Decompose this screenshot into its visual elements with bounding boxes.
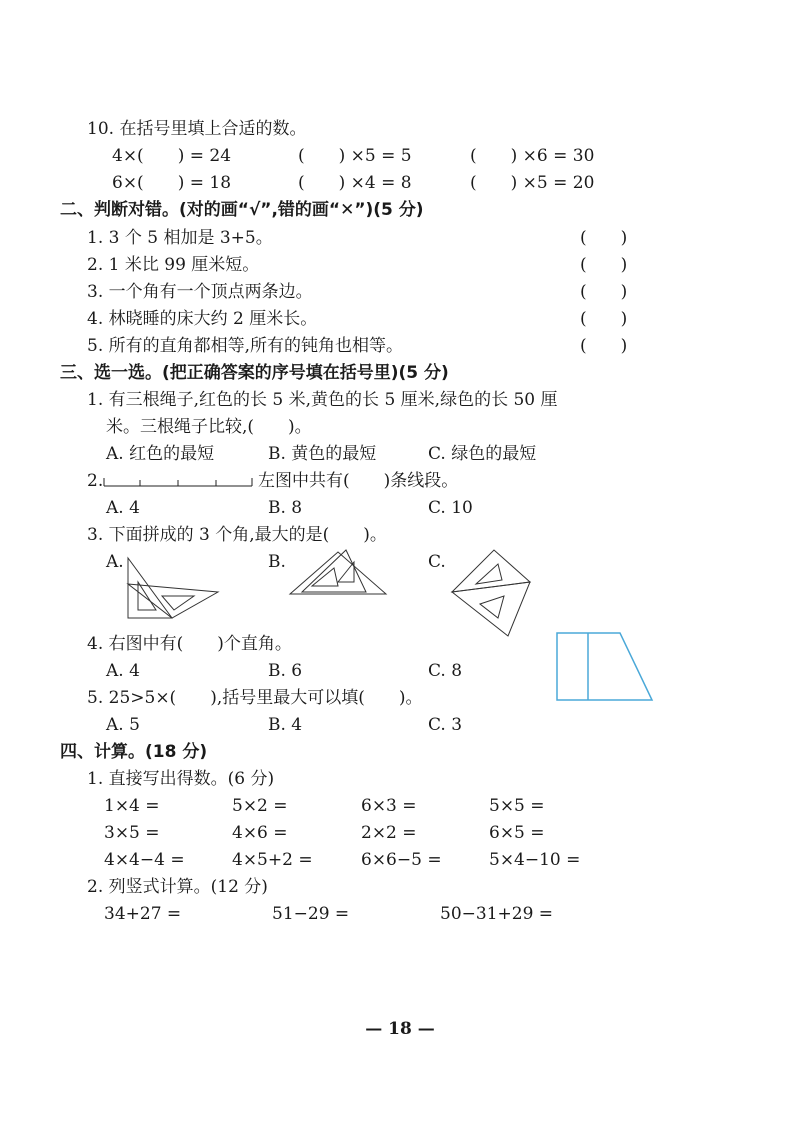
- choice-q5-text: 5. 25>5×( ),括号里最大可以填( )。: [87, 688, 423, 708]
- q10-r2-c1: 6×( ) = 18: [112, 173, 232, 193]
- calc-r3-c2: 4×5+2 =: [232, 850, 313, 870]
- q10-r2-c2: ( ) ×4 = 8: [298, 173, 412, 193]
- judge-item-2: 2. 1 米比 99 厘米短。: [87, 255, 260, 275]
- judge-item-5: 5. 所有的直角都相等,所有的钝角也相等。: [87, 336, 404, 356]
- calc-r3-c4: 5×4−10 =: [489, 850, 581, 870]
- judge-blank-3[interactable]: ( ): [580, 282, 628, 302]
- q10-r2-c3: ( ) ×5 = 20: [470, 173, 595, 193]
- choice-q1-line2: 米。三根绳子比较,( )。: [106, 417, 312, 437]
- judge-blank-5[interactable]: ( ): [580, 336, 628, 356]
- q10-r1-c3: ( ) ×6 = 30: [470, 146, 595, 166]
- vertical-calc-2: 51−29 =: [272, 904, 350, 924]
- calc-r3-c1: 4×4−4 =: [104, 850, 185, 870]
- calc-r2-c1: 3×5 =: [104, 823, 160, 843]
- calc-r1-c1: 1×4 =: [104, 796, 160, 816]
- choice-q1-opt-a: A. 红色的最短: [106, 444, 215, 464]
- calc-r3-c3: 6×6−5 =: [361, 850, 442, 870]
- calc-r1-c2: 5×2 =: [232, 796, 288, 816]
- choice-q2-opt-c: C. 10: [428, 498, 473, 518]
- choice-q4-text: 4. 右图中有( )个直角。: [87, 634, 292, 654]
- calc-r2-c2: 4×6 =: [232, 823, 288, 843]
- choice-q3-opt-b: B.: [268, 552, 286, 572]
- choice-q3-opt-a: A.: [106, 552, 124, 572]
- choice-q4-opt-a: A. 4: [106, 661, 140, 681]
- judge-blank-2[interactable]: ( ): [580, 255, 628, 275]
- choice-q4-opt-c: C. 8: [428, 661, 463, 681]
- choice-q2-opt-a: A. 4: [106, 498, 140, 518]
- calc-sub2: 2. 列竖式计算。(12 分): [87, 877, 268, 897]
- choice-q5-opt-c: C. 3: [428, 715, 463, 735]
- choice-q1-opt-b: B. 黄色的最短: [268, 444, 377, 464]
- page-number: — 18 —: [365, 1019, 435, 1039]
- judge-item-4: 4. 林晓睡的床大约 2 厘米长。: [87, 309, 318, 329]
- vertical-calc-1: 34+27 =: [104, 904, 182, 924]
- calc-r2-c4: 6×5 =: [489, 823, 545, 843]
- calc-r2-c3: 2×2 =: [361, 823, 417, 843]
- judge-blank-1[interactable]: ( ): [580, 228, 628, 248]
- section4-heading: 四、计算。(18 分): [60, 742, 208, 762]
- triangle-ruler-figure-c: [450, 548, 532, 638]
- line-segment-figure: [104, 474, 254, 490]
- choice-q2-label: 2.: [87, 471, 104, 491]
- calc-r1-c3: 6×3 =: [361, 796, 417, 816]
- q10-r1-c2: ( ) ×5 = 5: [298, 146, 412, 166]
- section2-heading: 二、判断对错。(对的画“√”,错的画“✕”)(5 分): [60, 200, 424, 220]
- calc-sub1: 1. 直接写出得数。(6 分): [87, 769, 275, 789]
- choice-q3-text: 3. 下面拼成的 3 个角,最大的是( )。: [87, 525, 387, 545]
- judge-item-3: 3. 一个角有一个顶点两条边。: [87, 282, 313, 302]
- choice-q2-opt-b: B. 8: [268, 498, 303, 518]
- choice-q3-opt-c: C.: [428, 552, 446, 572]
- section3-heading: 三、选一选。(把正确答案的序号填在括号里)(5 分): [60, 363, 449, 383]
- judge-item-1: 1. 3 个 5 相加是 3+5。: [87, 228, 273, 248]
- choice-q4-opt-b: B. 6: [268, 661, 303, 681]
- choice-q5-opt-b: B. 4: [268, 715, 303, 735]
- choice-q1-line1: 1. 有三根绳子,红色的长 5 米,黄色的长 5 厘米,绿色的长 50 厘: [87, 390, 558, 410]
- triangle-ruler-figure-b: [288, 548, 388, 600]
- calc-r1-c4: 5×5 =: [489, 796, 545, 816]
- choice-q2-text: 左图中共有( )条线段。: [258, 471, 459, 491]
- vertical-calc-3: 50−31+29 =: [440, 904, 554, 924]
- judge-blank-4[interactable]: ( ): [580, 309, 628, 329]
- choice-q1-opt-c: C. 绿色的最短: [428, 444, 537, 464]
- q10-title: 10. 在括号里填上合适的数。: [87, 119, 307, 139]
- right-angle-figure: [556, 632, 656, 702]
- triangle-ruler-figure-a: [126, 554, 221, 620]
- choice-q5-opt-a: A. 5: [106, 715, 140, 735]
- q10-r1-c1: 4×( ) = 24: [112, 146, 232, 166]
